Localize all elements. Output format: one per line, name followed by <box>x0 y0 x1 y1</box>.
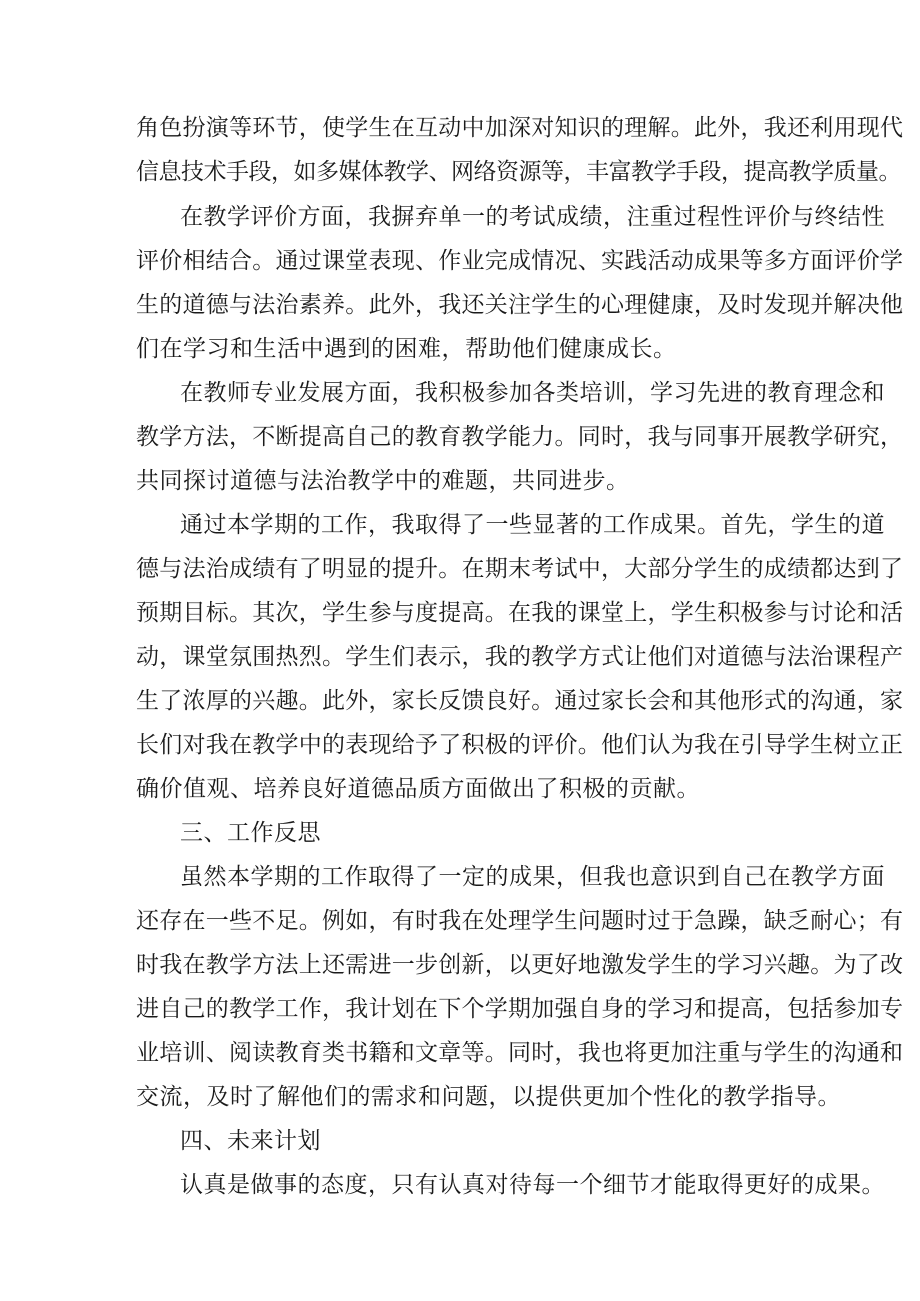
text-line: 虽然本学期的工作取得了一定的成果，但我也意识到自己在教学方面 <box>180 864 885 890</box>
text-line: 交流，及时了解他们的需求和问题，以提供更加个性化的教学指导。 <box>136 1084 841 1110</box>
text-line: 在教师专业发展方面，我积极参加各类培训，学习先进的教育理念和 <box>180 380 885 406</box>
text-line: 业培训、阅读教育类书籍和文章等。同时，我也将更加注重与学生的沟通和 <box>136 1040 904 1066</box>
text-line: 德与法治成绩有了明显的提升。在期末考试中，大部分学生的成绩都达到了 <box>136 556 904 582</box>
text-line: 还存在一些不足。例如，有时我在处理学生问题时过于急躁，缺乏耐心；有 <box>136 908 904 934</box>
section-heading: 四、未来计划 <box>180 1128 321 1154</box>
text-line: 生的道德与法治素养。此外，我还关注学生的心理健康，及时发现并解决他 <box>136 292 904 318</box>
text-line: 预期目标。其次，学生参与度提高。在我的课堂上，学生积极参与讨论和活 <box>136 600 904 626</box>
text-line: 通过本学期的工作，我取得了一些显著的工作成果。首先，学生的道 <box>180 512 885 538</box>
text-line: 确价值观、培养良好道德品质方面做出了积极的贡献。 <box>136 776 700 802</box>
text-line: 时我在教学方法上还需进一步创新，以更好地激发学生的学习兴趣。为了改 <box>136 952 904 978</box>
text-line: 生了浓厚的兴趣。此外，家长反馈良好。通过家长会和其他形式的沟通，家 <box>136 688 904 714</box>
text-line: 们在学习和生活中遇到的困难，帮助他们健康成长。 <box>136 336 677 362</box>
text-line: 共同探讨道德与法治教学中的难题，共同进步。 <box>136 468 630 494</box>
text-line: 认真是做事的态度，只有认真对待每一个细节才能取得更好的成果。 <box>180 1172 885 1198</box>
text-line: 教学方法，不断提高自己的教育教学能力。同时，我与同事开展教学研究， <box>136 424 904 450</box>
text-line: 动，课堂氛围热烈。学生们表示，我的教学方式让他们对道德与法治课程产 <box>136 644 904 670</box>
text-line: 长们对我在教学中的表现给予了积极的评价。他们认为我在引导学生树立正 <box>136 732 904 758</box>
text-line: 评价相结合。通过课堂表现、作业完成情况、实践活动成果等多方面评价学 <box>136 248 904 274</box>
text-line: 进自己的教学工作，我计划在下个学期加强自身的学习和提高，包括参加专 <box>136 996 904 1022</box>
text-line: 角色扮演等环节，使学生在互动中加深对知识的理解。此外，我还利用现代 <box>136 115 904 141</box>
text-line: 在教学评价方面，我摒弃单一的考试成绩，注重过程性评价与终结性 <box>180 204 885 230</box>
text-line: 信息技术手段，如多媒体教学、网络资源等，丰富教学手段，提高教学质量。 <box>136 159 901 185</box>
section-heading: 三、工作反思 <box>180 820 321 846</box>
